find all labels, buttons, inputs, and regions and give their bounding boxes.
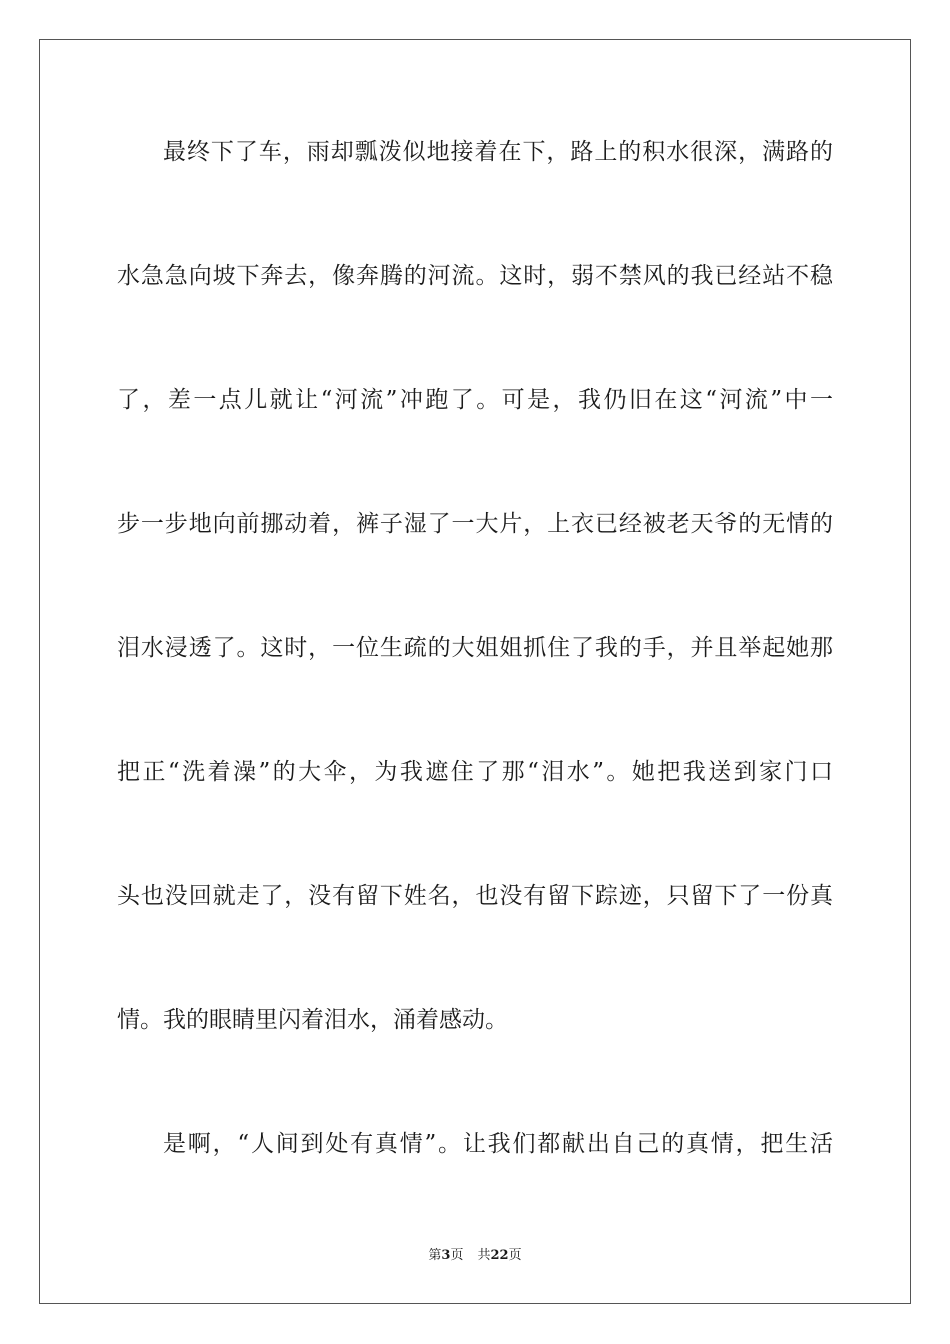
paragraph-line-3: 了，差一点儿就让“河流”冲跑了。可是，我仍旧在这“河流”中一 (117, 387, 833, 413)
page-number: 3 (441, 1248, 451, 1263)
page-prefix: 第 (428, 1248, 442, 1263)
total-pages: 22 (490, 1248, 509, 1263)
total-suffix: 页 (508, 1248, 522, 1263)
page-frame (39, 39, 911, 1304)
paragraph-line-7: 头也没回就走了，没有留下姓名，也没有留下踪迹，只留下了一份真 (117, 883, 833, 909)
paragraph-line-2: 水急急向坡下奔去，像奔腾的河流。这时，弱不禁风的我已经站不稳 (117, 263, 833, 289)
paragraph-line-8: 情。我的眼睛里闪着泪水，涌着感动。 (117, 1007, 508, 1033)
paragraph-line-6: 把正“洗着澡”的大伞，为我遮住了那“泪水”。她把我送到家门口 (117, 759, 833, 785)
paragraph-line-5: 泪水浸透了。这时，一位生疏的大姐姐抓住了我的手，并且举起她那 (117, 635, 833, 661)
page-suffix: 页 (450, 1248, 464, 1263)
page-footer (0, 1247, 950, 1265)
paragraph-line-9: 是啊，“人间到处有真情”。让我们都献出自己的真情，把生活 (163, 1131, 833, 1157)
paragraph-line-4: 步一步地向前挪动着，裤子湿了一大片，上衣已经被老天爷的无情的 (117, 511, 833, 537)
paragraph-line-1: 最终下了车，雨却瓢泼似地接着在下，路上的积水很深，满路的 (163, 139, 833, 165)
total-prefix: 共 (477, 1248, 491, 1263)
